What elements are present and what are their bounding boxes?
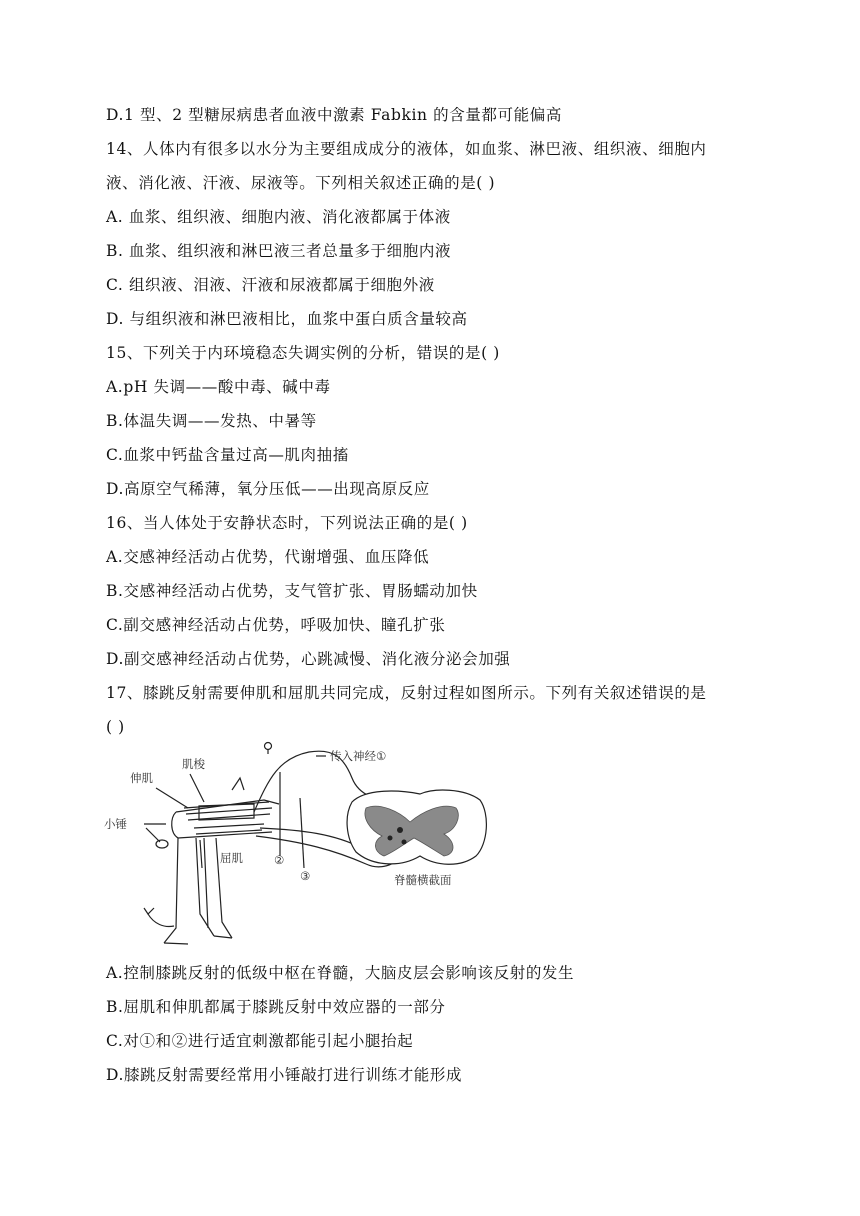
q14-option-b: B. 血浆、组织液和淋巴液三者总量多于细胞内液	[106, 242, 452, 260]
q16-option-d: D.副交感神经活动占优势，心跳减慢、消化液分泌会加强	[106, 650, 511, 668]
knee-jerk-reflex-diagram	[104, 738, 494, 950]
q17-option-d: D.膝跳反射需要经常用小锤敲打进行训练才能形成	[106, 1066, 463, 1084]
q17-option-a: A.控制膝跳反射的低级中枢在脊髓，大脑皮层会影响该反射的发生	[106, 964, 575, 982]
q15-option-a: A.pH 失调——酸中毒、碱中毒	[106, 378, 331, 396]
q17-option-b: B.屈肌和伸肌都属于膝跳反射中效应器的一部分	[106, 998, 446, 1016]
q14-option-d: D. 与组织液和淋巴液相比，血浆中蛋白质含量较高	[106, 310, 468, 328]
q16-option-a: A.交感神经活动占优势，代谢增强、血压降低	[106, 548, 430, 566]
q17-stem-line-1: 17、膝跳反射需要伸肌和屈肌共同完成，反射过程如图所示。下列有关叙述错误的是	[106, 684, 707, 702]
label-nerve-2: ②	[274, 853, 285, 867]
label-spinal-section: 脊髓横截面	[394, 873, 452, 887]
q14-option-c: C. 组织液、泪液、汗液和尿液都属于细胞外液	[106, 276, 435, 294]
q16-stem: 16、当人体处于安静状态时，下列说法正确的是( )	[106, 514, 468, 532]
label-xiaochui: 小锤	[104, 817, 127, 831]
q14-option-a: A. 血浆、组织液、细胞内液、消化液都属于体液	[106, 208, 451, 226]
label-shenji: 伸肌	[130, 771, 153, 785]
q17-stem-line-2: ( )	[106, 718, 125, 736]
q15-option-b: B.体温失调——发热、中暑等	[106, 412, 317, 430]
q15-option-d: D.高原空气稀薄，氧分压低——出现高原反应	[106, 480, 430, 498]
q14-stem-line-1: 14、人体内有很多以水分为主要组成成分的液体，如血浆、淋巴液、组织液、细胞内	[106, 140, 707, 158]
q16-option-b: B.交感神经活动占优势，支气管扩张、胃肠蠕动加快	[106, 582, 478, 600]
label-jisuo: 肌梭	[182, 757, 205, 771]
q15-option-c: C.血浆中钙盐含量过高—肌肉抽搐	[106, 446, 349, 464]
label-quji: 屈肌	[220, 851, 243, 865]
q14-stem-line-2: 液、消化液、汗液、尿液等。下列相关叙述正确的是( )	[106, 174, 496, 192]
label-afferent-nerve: 传入神经①	[330, 749, 387, 763]
label-nerve-3: ③	[300, 869, 311, 883]
q17-option-c: C.对①和②进行适宜刺激都能引起小腿抬起	[106, 1032, 414, 1050]
q16-option-c: C.副交感神经活动占优势，呼吸加快、瞳孔扩张	[106, 616, 446, 634]
q15-stem: 15、下列关于内环境稳态失调实例的分析，错误的是( )	[106, 344, 500, 362]
q13-option-d: D.1 型、2 型糖尿病患者血液中激素 Fabkin 的含量都可能偏高	[106, 106, 562, 124]
